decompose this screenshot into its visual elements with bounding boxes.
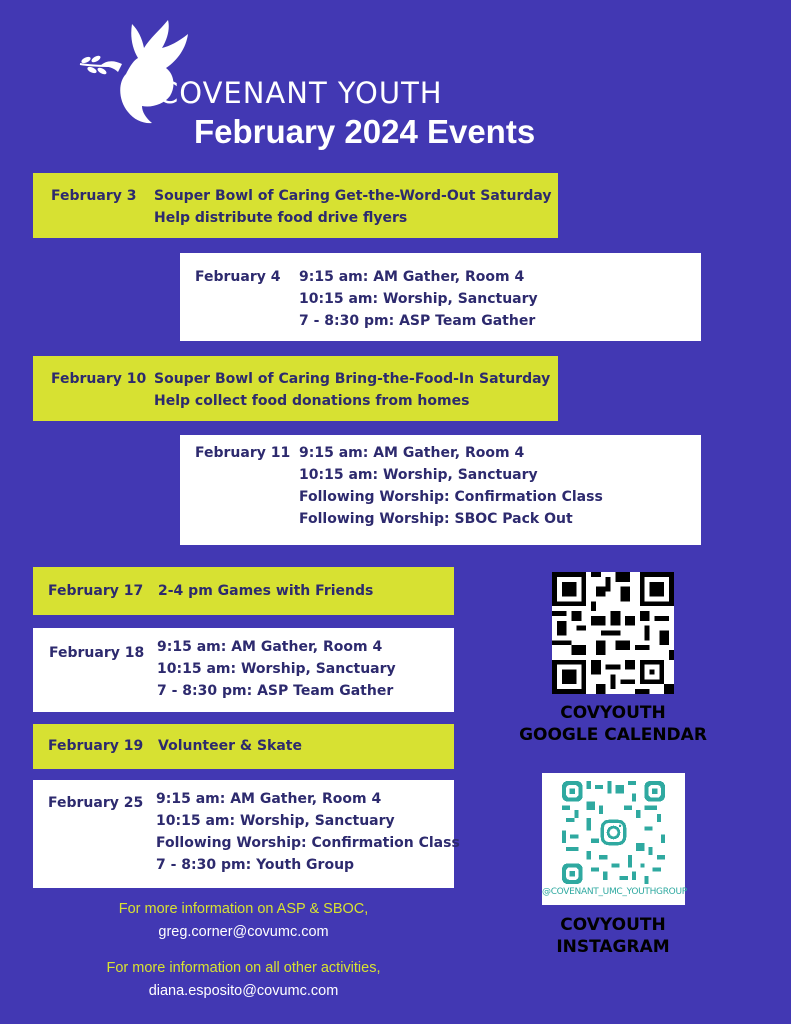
event-line: 7 - 8:30 pm: ASP Team Gather (157, 683, 394, 699)
instagram-qr-card[interactable] (542, 773, 685, 905)
event-date: February 4 (195, 269, 281, 285)
event-card (33, 780, 460, 888)
asp-email-link[interactable]: greg.corner@covumc.com (158, 924, 329, 940)
event-line: Following Worship: Confirmation Class (299, 489, 603, 505)
asp-sboc-info (33, 898, 454, 944)
page-title: February 2024 Events (194, 113, 536, 150)
brand-name: COVENANT YOUTH (158, 76, 443, 110)
event-card (33, 356, 558, 421)
instagram-caption-line-2: INSTAGRAM (556, 937, 670, 957)
event-date: February 3 (51, 188, 137, 204)
event-date: February 10 (51, 371, 147, 387)
other-email-link[interactable]: diana.esposito@covumc.com (148, 983, 339, 999)
event-line: 10:15 am: Worship, Sanctuary (299, 291, 538, 307)
event-line: 9:15 am: AM Gather, Room 4 (299, 445, 525, 461)
event-date: February 11 (195, 445, 291, 461)
event-card (180, 435, 701, 545)
calendar-caption (500, 702, 726, 746)
asp-info-text: For more information on ASP & SBOC, (118, 901, 369, 917)
instagram-caption (500, 914, 726, 958)
event-line: Volunteer & Skate (158, 738, 302, 754)
event-line: Souper Bowl of Caring Bring-the-Food-In Saturday (154, 371, 551, 387)
event-date: February 17 (48, 583, 144, 599)
event-line: 10:15 am: Worship, Sanctuary (157, 661, 396, 677)
event-line: 9:15 am: AM Gather, Room 4 (299, 269, 525, 285)
event-card (33, 628, 454, 712)
dove-logo (78, 20, 198, 128)
other-activities-info (23, 957, 464, 1003)
event-line: Help distribute food drive flyers (154, 210, 408, 226)
instagram-qr-code (562, 781, 665, 884)
event-date: February 18 (49, 645, 145, 661)
event-line: Following Worship: SBOC Pack Out (299, 511, 573, 527)
event-line: 7 - 8:30 pm: Youth Group (156, 857, 355, 873)
event-line: Souper Bowl of Caring Get-the-Word-Out Saturday (154, 188, 552, 204)
calendar-caption-line-1: COVYOUTH (560, 703, 666, 723)
event-date: February 25 (48, 795, 144, 811)
event-line: 2-4 pm Games with Friends (158, 583, 374, 599)
event-line: 10:15 am: Worship, Sanctuary (156, 813, 395, 829)
instagram-caption-line-1: COVYOUTH (560, 915, 666, 935)
event-line: Help collect food donations from homes (154, 393, 470, 409)
event-card (180, 253, 701, 341)
event-card (33, 173, 558, 238)
event-card (33, 567, 454, 615)
event-date: February 19 (48, 738, 144, 754)
event-card (33, 724, 454, 769)
calendar-caption-line-2: GOOGLE CALENDAR (519, 725, 707, 745)
event-line: 10:15 am: Worship, Sanctuary (299, 467, 538, 483)
event-line: Following Worship: Confirmation Class (156, 835, 460, 851)
event-line: 9:15 am: AM Gather, Room 4 (156, 791, 382, 807)
event-line: 9:15 am: AM Gather, Room 4 (157, 639, 383, 655)
calendar-qr-code[interactable] (552, 572, 674, 694)
instagram-handle: @COVENANT_UMC_YOUTHGROUP (542, 887, 687, 897)
other-info-text: For more information on all other activities, (106, 960, 381, 976)
event-line: 7 - 8:30 pm: ASP Team Gather (299, 313, 536, 329)
